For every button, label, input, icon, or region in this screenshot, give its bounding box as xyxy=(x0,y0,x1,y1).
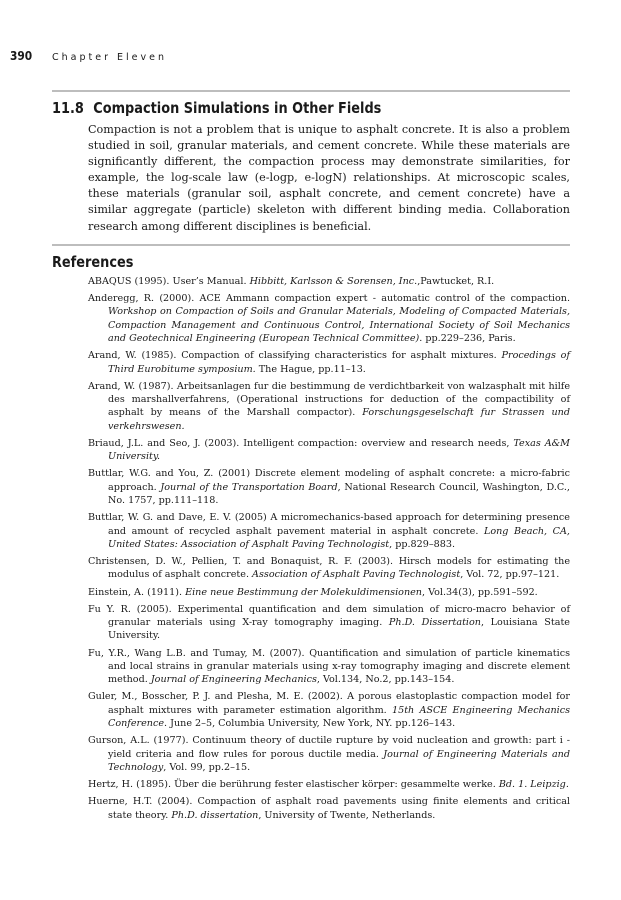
reference-source: Journal of the Transportation Board xyxy=(160,481,338,493)
reference-item: Hertz, H. (1895). Über die berührung fester elastischer körper: gesammelte werke. Bd. 1. Leipzig. xyxy=(88,779,569,791)
reference-source: Texas A&M University. xyxy=(108,437,570,463)
reference-item: Fu, Y.R., Wang L.B. and Tumay, M. (2007). Quantification and simulation of particle kinematics and local strains in granular materials using x-ray tomography imaging and discrete element method. Journal of Engineering Mechanics, Vol.134, No.2, pp.143–154. xyxy=(88,647,570,686)
reference-source: Eine neue Bestimmung der Molekuldimensionen xyxy=(185,586,422,598)
reference-list xyxy=(88,275,570,826)
reference-item: Briaud, J.L. and Seo, J. (2003). Intelligent compaction: overview and research needs, Texas A&M University. xyxy=(88,437,570,463)
section-paragraph: Compaction is not a problem that is unique to asphalt concrete. It is also a problem studied in soil, granular materials, and cement concrete. While these materials are significantly different, the compaction process may demonstrate similarities, for example, the log-scale law (e-logp, e-logN) relationships. At microscopic scales, these materials (granular soil, asphalt concrete, and cement concrete) have a similar aggregate (particle) skeleton with different binding media. Collaboration research among different disciplines is beneficial. xyxy=(88,123,570,233)
reference-item: ABAQUS (1995). User’s Manual. Hibbitt, Karlsson & Sorensen, Inc.,Pawtucket, R.I. xyxy=(88,276,495,287)
reference-source: Ph.D. Dissertation xyxy=(388,617,481,629)
reference-source: Long Beach, CA, United States: Association of Asphalt Paving Technologist xyxy=(108,525,570,550)
reference-item: Huerne, H.T. (2004). Compaction of asphalt road pavements using finite elements and critical state theory. Ph.D. dissertation, University of Twente, Netherlands. xyxy=(88,796,570,821)
reference-item: Christensen, D. W., Pellien, T. and Bonaquist, R. F. (2003). Hirsch models for estimating the modulus of asphalt concrete. Association of Asphalt Paving Technologist, Vol. 72, pp.97–121. xyxy=(88,556,570,581)
page-number: 390 xyxy=(10,48,33,63)
section-rule xyxy=(52,90,570,92)
reference-item: Buttlar, W. G. and Dave, E. V. (2005) A micromechanics-based approach for determining presence and amount of recycled asphalt pavement material in asphalt concrete. Long Beach, CA, United States: Association of Asphalt Paving Technologist, pp.829–883. xyxy=(88,512,570,550)
reference-source: Forschungsgeselschaft fur Strassen und verkehrswesen. xyxy=(108,407,570,432)
reference-source: Ph.D. dissertation xyxy=(171,809,259,821)
section-heading xyxy=(52,99,381,117)
section-number: 11.8 xyxy=(52,99,84,117)
reference-source: Procedings of Third Eurobitume symposium. xyxy=(108,350,570,375)
reference-item: Fu Y. R. (2005). Experimental quantification and dem simulation of micro-macro behavior of granular materials using X-ray tomography imaging. Ph.D. Dissertation, Louisiana State University. xyxy=(88,603,570,642)
reference-source: Bd. 1. Leipzig. xyxy=(498,779,569,791)
reference-item: Einstein, A. (1911). Eine neue Bestimmung der Molekuldimensionen, Vol.34(3), pp.591–592. xyxy=(88,586,538,598)
chapter-label: Chapter Eleven xyxy=(52,52,167,63)
reference-source: Association of Asphalt Paving Technologist xyxy=(252,569,461,581)
reference-item: Guler, M., Bosscher, P. J. and Plesha, M. E. (2002). A porous elastoplastic compaction model for asphalt mixtures with parameter estimation algorithm. 15th ASCE Engineering Mechanics Conference. June 2–5, Columbia University, New York, NY. pp.126–143. xyxy=(88,691,571,730)
reference-item: Anderegg, R. (2000). ACE Ammann compaction expert - automatic control of the compaction. Workshop on Compaction of Soils and Granular Materials, Modeling of Compacted Materials, Compaction Management and Continuous Control, International Society of Soil Mechanics and Geotechnical Engineering (European Technical Committee). pp.229–236, Paris. xyxy=(88,293,570,345)
references-rule xyxy=(52,244,570,246)
reference-item: Arand, W. (1985). Compaction of classifying characteristics for asphalt mixtures. Procedings of Third Eurobitume symposium. The Hague, pp.11–13. xyxy=(88,350,570,375)
reference-item: Gurson, A.L. (1977). Continuum theory of ductile rupture by void nucleation and growth: part i - yield criteria and flow rules for porous ductile media. Journal of Engineering Materials and Technology, Vol. 99, pp.2–15. xyxy=(88,735,571,773)
references-heading: References xyxy=(52,253,134,271)
section-title: Compaction Simulations in Other Fields xyxy=(93,99,382,117)
reference-source: Hibbitt, Karlsson & Sorensen, Inc. xyxy=(249,276,418,287)
reference-source: Journal of Engineering Materials and Technology xyxy=(108,748,571,773)
reference-source: 15th ASCE Engineering Mechanics Conference. xyxy=(108,704,571,730)
reference-source: Journal of Engineering Mechanics xyxy=(150,674,317,686)
running-head xyxy=(10,48,167,62)
reference-item: Arand, W. (1987). Arbeitsanlagen fur die bestimmung de verdichtbarkeit von walzasphalt mit hilfe des marshallverfahrens, (Operational instructions for deduction of the compactibility of asphalt by means of the Marshall compactor). Forschungsgeselschaft fur Strassen und verkehrswesen. xyxy=(88,380,570,432)
reference-source: Workshop on Compaction of Soils and Granular Materials, Modeling of Compacted Materials, Compaction Management and Continuous Control, International Society of Soil Mechanics and Geotechnical Engineering (European Technical Committee). xyxy=(108,306,570,345)
reference-item: Buttlar, W.G. and You, Z. (2001) Discrete element modeling of asphalt concrete: a micro-fabric approach. Journal of the Transportation Board, National Research Council, Washington, D.C., No. 1757, pp.111–118. xyxy=(88,468,570,507)
